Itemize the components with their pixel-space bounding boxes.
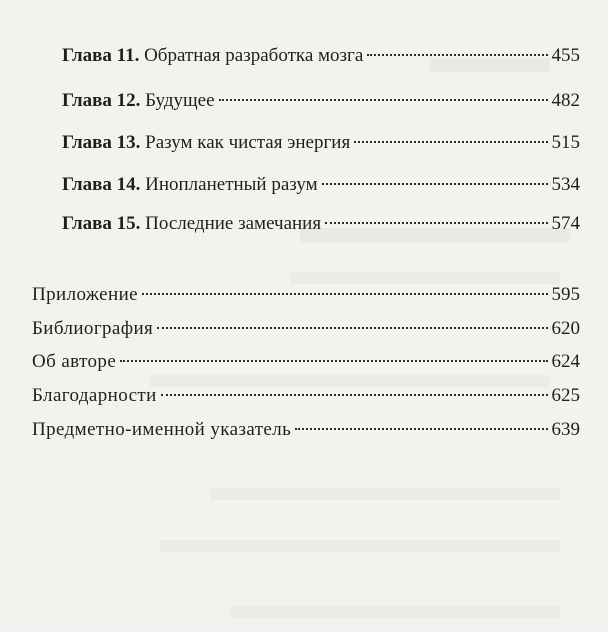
- toc-page-number: 620: [551, 318, 580, 339]
- toc-entry-label: Глава 14. Инопланетный разум: [62, 174, 318, 195]
- toc-entry-label: Предметно-именной указатель: [32, 419, 292, 440]
- toc-page-number: 624: [551, 351, 580, 372]
- dot-leader: [120, 360, 547, 362]
- dot-leader: [157, 327, 547, 329]
- toc-entry-chapter-15[interactable]: [62, 212, 580, 236]
- toc-page-number: 515: [551, 132, 580, 153]
- dot-leader: [219, 99, 548, 101]
- dot-leader: [354, 141, 547, 143]
- dot-leader: [367, 54, 547, 56]
- toc-page-number: 595: [551, 284, 580, 305]
- toc-page-number: 639: [551, 419, 580, 440]
- dot-leader: [161, 394, 548, 396]
- toc-entry-chapter-12[interactable]: [62, 89, 580, 113]
- toc-page-number: 455: [551, 45, 580, 66]
- toc-entry-label: Благодарности: [32, 385, 157, 406]
- dot-leader: [142, 293, 548, 295]
- toc-entry-label: Глава 15. Последние замечания: [62, 213, 322, 234]
- toc-page-number: 574: [551, 213, 580, 234]
- dot-leader: [295, 428, 547, 430]
- dot-leader: [325, 222, 547, 224]
- toc-entry-label: Приложение: [32, 284, 138, 305]
- toc-entry-label: Глава 11. Обратная разработка мозга: [62, 45, 364, 66]
- toc-entry-label: Глава 13. Разум как чистая энергия: [62, 132, 351, 153]
- toc-entry-chapter-11[interactable]: [62, 44, 580, 68]
- toc-entry-index[interactable]: [32, 418, 580, 442]
- toc-entry-about-author[interactable]: [32, 350, 580, 374]
- toc-entry-label: Глава 12. Будущее: [62, 90, 215, 111]
- toc-entry-label: Библиография: [32, 318, 154, 339]
- dot-leader: [322, 183, 548, 185]
- toc-entry-acknowledgements[interactable]: [32, 384, 580, 408]
- toc-entry-appendix[interactable]: [32, 283, 580, 307]
- toc-entry-bibliography[interactable]: [32, 317, 580, 341]
- toc-page-number: 625: [551, 385, 580, 406]
- toc-entry-chapter-14[interactable]: [62, 173, 580, 197]
- toc-entry-chapter-13[interactable]: [62, 131, 580, 155]
- toc-page-number: 482: [551, 90, 580, 111]
- toc-page-number: 534: [551, 174, 580, 195]
- toc-entry-label: Об авторе: [32, 351, 117, 372]
